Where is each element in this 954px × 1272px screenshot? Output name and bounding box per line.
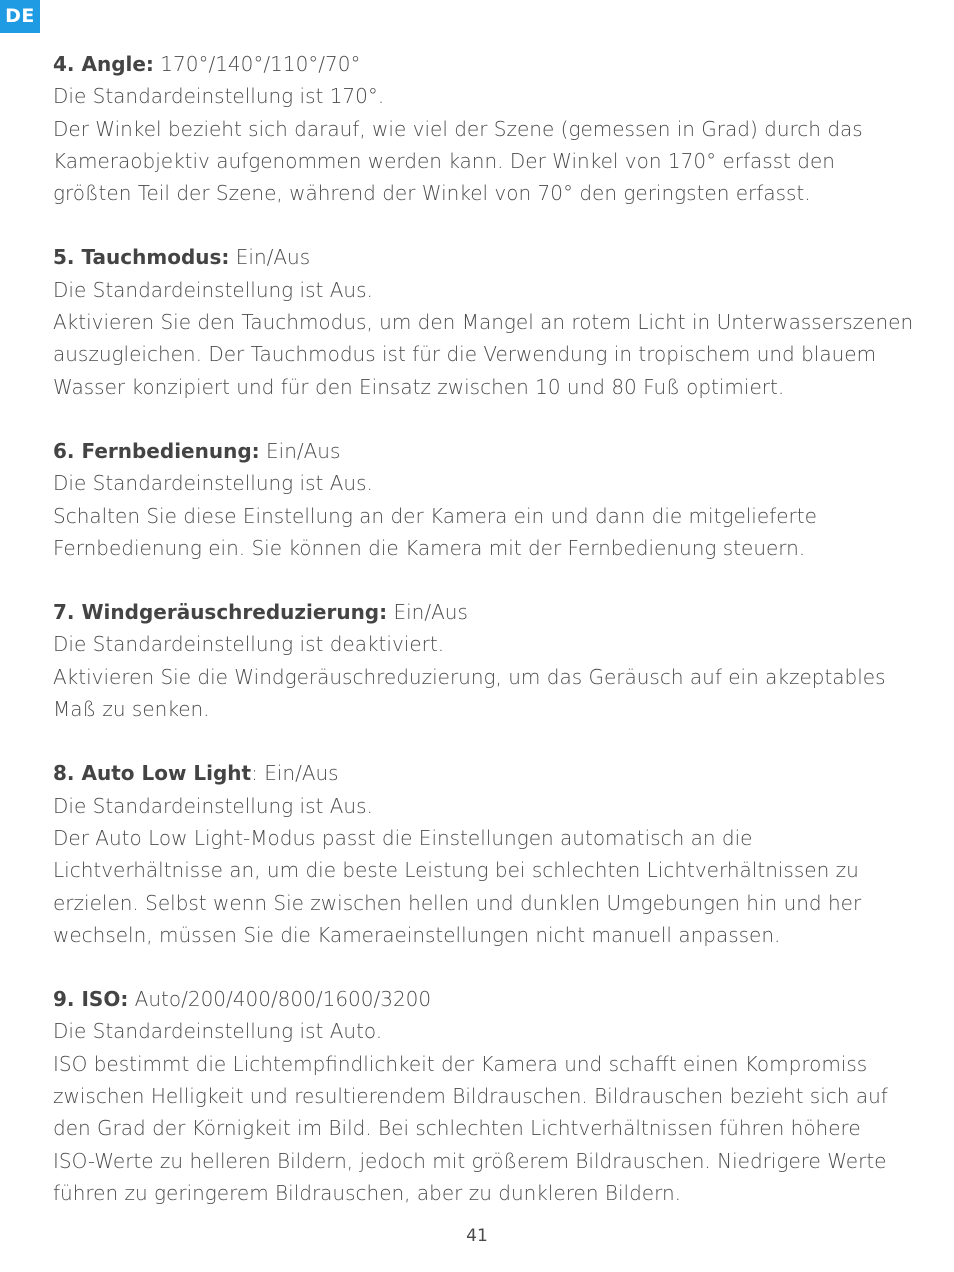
description-line: Der Auto Low Light-Modus passt die Einstellungen automatisch an die: [53, 825, 753, 850]
section-options: Ein/Aus: [229, 245, 311, 270]
section-label: 9. ISO:: [53, 987, 129, 1012]
section-heading: [53, 596, 913, 628]
section-label: 8. Auto Low Light: [53, 761, 252, 786]
description-line: ISO-Werte zu helleren Bildern, jedoch mit größerem Bildrauschen. Niedrigere Werte: [53, 1148, 887, 1173]
section-options: Auto/200/400/800/1600/3200: [128, 987, 432, 1012]
section-label: 7. Windgeräuschreduzierung:: [53, 600, 388, 625]
description-line: größten Teil der Szene, während der Winkel von 70° den geringsten erfasst.: [53, 181, 811, 206]
section-heading: [53, 48, 913, 80]
description-line: auszugleichen. Der Tauchmodus ist für die Verwendung in tropischem und blauem: [53, 342, 877, 367]
section-options: 170°/140°/110°/70°: [153, 52, 361, 76]
section-angle: [53, 48, 913, 209]
section-heading: [53, 241, 913, 273]
section-default: Die Standardeinstellung ist Aus.: [53, 471, 373, 496]
section-default: Die Standardeinstellung ist 170°.: [53, 84, 385, 109]
section-default: Die Standardeinstellung ist Aus.: [53, 277, 373, 302]
section-default: Die Standardeinstellung ist Auto.: [53, 1019, 383, 1044]
description-line: erzielen. Selbst wenn Sie zwischen hellen und dunklen Umgebungen hin und her: [53, 890, 862, 915]
section-label: 6. Fernbedienung:: [53, 438, 260, 463]
section-auto-low-light: [53, 757, 913, 951]
language-badge: DE: [0, 0, 40, 33]
description-line: Lichtverhältnisse an, um die beste Leistung bei schlechten Lichtverhältnissen zu: [53, 858, 859, 883]
section-options: Ein/Aus: [259, 438, 341, 463]
description-line: Kameraobjektiv aufgenommen werden kann. Der Winkel von 170° erfasst den: [53, 148, 835, 173]
section-label: 5. Tauchmodus:: [53, 245, 230, 270]
section-remote-control: [53, 435, 913, 564]
section-wind-noise-reduction: [53, 596, 913, 725]
description-line: Wasser konzipiert und für den Einsatz zwischen 10 und 80 Fuß optimiert.: [53, 374, 785, 399]
page-number: 41: [466, 1226, 488, 1246]
section-heading: [53, 435, 913, 467]
description-line: Aktivieren Sie die Windgeräuschreduzierung, um das Geräusch auf ein akzeptables: [53, 664, 886, 689]
description-line: Aktivieren Sie den Tauchmodus, um den Mangel an rotem Licht in Unterwasserszenen: [53, 310, 914, 335]
description-line: Der Winkel bezieht sich darauf, wie viel der Szene (gemessen in Grad) durch das: [53, 116, 863, 141]
description-line: führen zu geringerem Bildrauschen, aber zu dunkleren Bildern.: [53, 1180, 681, 1205]
section-dive-mode: [53, 241, 913, 402]
section-default: Die Standardeinstellung ist Aus.: [53, 793, 373, 818]
description-line: zwischen Helligkeit und resultierendem Bildrauschen. Bildrauschen bezieht sich auf: [53, 1084, 888, 1109]
description-line: den Grad der Körnigkeit im Bild. Bei schlechten Lichtverhältnissen führen höhere: [53, 1116, 861, 1141]
section-options: Ein/Aus: [387, 600, 468, 625]
section-heading: [53, 983, 913, 1015]
description-line: ISO bestimmt die Lichtempfindlichkeit der Kamera und schafft einen Kompromiss: [53, 1051, 868, 1076]
section-label: 4. Angle:: [53, 52, 154, 76]
description-line: Fernbedienung ein. Sie können die Kamera mit der Fernbedienung steuern.: [53, 535, 806, 560]
section-iso: [53, 983, 913, 1209]
description-line: wechseln, müssen Sie die Kameraeinstellungen nicht manuell anpassen.: [53, 922, 781, 947]
section-default: Die Standardeinstellung ist deaktiviert.: [53, 632, 445, 657]
description-line: Maß zu senken.: [53, 697, 210, 722]
description-line: Schalten Sie diese Einstellung an der Kamera ein und dann die mitgelieferte: [53, 503, 817, 528]
section-heading: [53, 757, 913, 789]
section-options: : Ein/Aus: [251, 761, 339, 786]
document-body: [53, 48, 913, 1241]
